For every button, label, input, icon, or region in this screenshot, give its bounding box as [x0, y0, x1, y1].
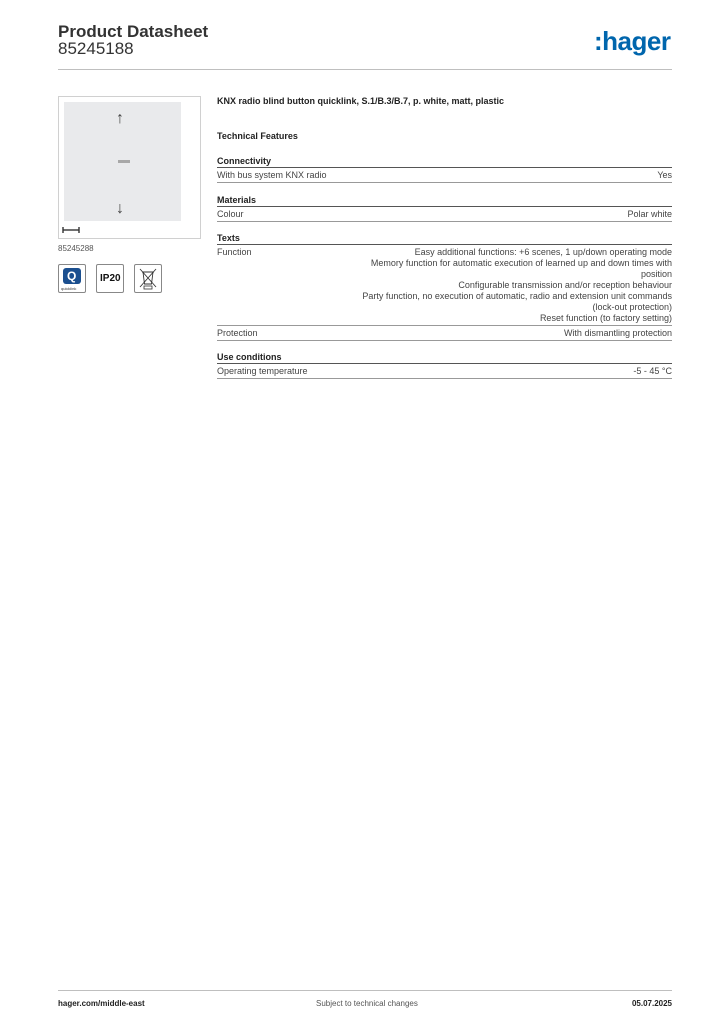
section-title-use-conditions: Use conditions — [217, 352, 672, 364]
spec-row — [217, 170, 672, 183]
spec-value: -5 - 45 °C — [633, 366, 672, 376]
spec-row — [217, 328, 672, 341]
spec-value-line: Configurable transmission and/or reception behaviour — [458, 280, 672, 290]
quality-badge-label: quicklink — [61, 286, 77, 291]
product-image — [64, 102, 181, 221]
quality-badge — [58, 264, 86, 293]
spec-value-line: Memory function for automatic execution of learned up and down times with — [370, 258, 672, 268]
weee-badge — [134, 264, 162, 293]
header-divider — [58, 69, 672, 70]
spec-row — [217, 366, 672, 379]
arrow-up-icon: ↑ — [116, 110, 124, 127]
minus-icon — [118, 160, 130, 163]
measure-icon — [62, 227, 80, 233]
spec-value-line: (lock-out protection) — [592, 302, 672, 312]
spec-label: Protection — [217, 328, 258, 338]
spec-value-line: position — [640, 269, 672, 279]
ip-rating-label: IP20 — [100, 273, 121, 284]
footer-website-link[interactable]: hager.com/middle-east — [58, 999, 145, 1008]
product-image-code: 85245288 — [58, 244, 94, 253]
spec-label: Operating temperature — [217, 366, 308, 376]
spec-value: Polar white — [627, 209, 672, 219]
ip-rating-badge — [96, 264, 124, 293]
spec-value-lines — [362, 247, 672, 324]
doc-title: Product Datasheet — [58, 22, 209, 41]
section-title-connectivity: Connectivity — [217, 156, 672, 168]
spec-value-line: Reset function (to factory setting) — [539, 313, 672, 323]
doc-number: 85245188 — [58, 39, 134, 58]
spec-label: With bus system KNX radio — [217, 170, 327, 180]
spec-label: Colour — [217, 209, 244, 219]
product-image-frame — [58, 96, 201, 239]
weee-bin-icon — [135, 265, 161, 292]
spec-value: Yes — [657, 170, 672, 180]
footer-divider — [58, 990, 672, 991]
arrow-down-icon: ↓ — [116, 200, 124, 217]
footer-date: 05.07.2025 — [631, 999, 672, 1008]
quality-icon: Q — [63, 268, 81, 284]
technical-features-heading: Technical Features — [217, 131, 298, 141]
spec-value-line: Party function, no execution of automatic, radio and extension unit commands — [362, 291, 672, 301]
section-title-texts: Texts — [217, 233, 672, 245]
hager-logo: :hager — [594, 26, 671, 56]
spec-label: Function — [217, 247, 252, 257]
spec-row — [217, 209, 672, 222]
spec-value-line: Easy additional functions: +6 scenes, 1 up/down operating mode — [414, 247, 672, 257]
product-title: KNX radio blind button quicklink, S.1/B.3/B.7, p. white, matt, plastic — [217, 96, 505, 106]
section-title-materials: Materials — [217, 195, 672, 207]
spec-value: With dismantling protection — [563, 328, 672, 338]
footer-disclaimer: Subject to technical changes — [316, 999, 418, 1008]
spec-row — [217, 247, 672, 326]
